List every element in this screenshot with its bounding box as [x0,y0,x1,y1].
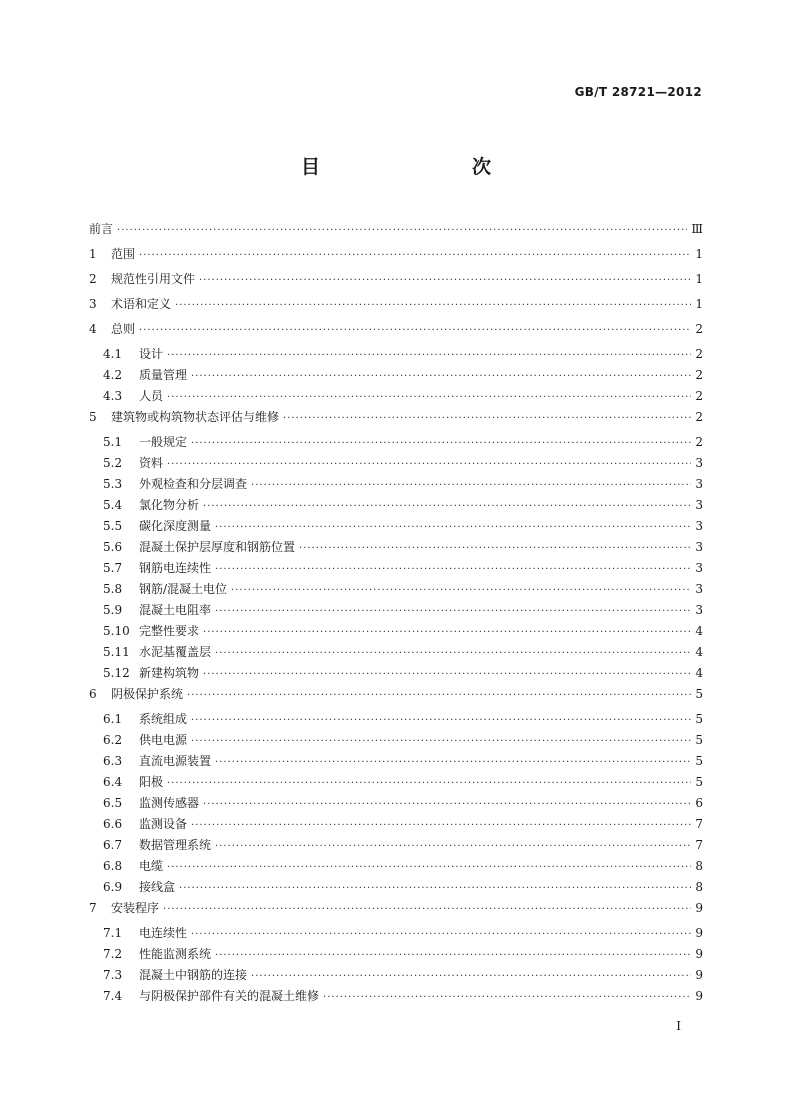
dot-leader [215,647,691,661]
toc-entry-title: 一般规定 [139,435,188,449]
toc-entry-title: 混凝土中钢筋的连接 [139,968,248,982]
toc-entry-page: 7 [695,817,703,831]
dot-leader [231,584,691,598]
toc-entry-page: 3 [695,456,703,470]
toc-entry-page: 2 [695,389,703,403]
table-of-contents [89,219,703,1007]
toc-entry-number: 2 [89,272,97,286]
toc-entry-number: 7.3 [103,968,123,982]
toc-entry-number: 5.11 [103,645,130,659]
toc-entry-title: 接线盒 [139,880,176,894]
toc-entry-title: 安装程序 [111,901,160,915]
toc-entry-page: 3 [695,477,703,491]
toc-entry[interactable] [89,344,703,365]
toc-entry-number: 6.8 [103,859,123,873]
toc-entry-title: 电连续性 [139,926,188,940]
toc-entry-page: 1 [695,247,703,261]
toc-entry[interactable] [89,386,703,407]
toc-entry[interactable] [89,730,703,751]
toc-entry-page: 4 [695,645,703,659]
toc-entry[interactable] [89,219,703,244]
dot-leader [203,798,691,812]
toc-entry-number: 7 [89,901,97,915]
toc-entry-title: 数据管理系统 [139,838,212,852]
toc-entry[interactable] [89,432,703,453]
toc-entry-number: 5.12 [103,666,130,680]
toc-entry[interactable] [89,663,703,684]
dot-leader [191,928,691,942]
dot-leader [191,819,691,833]
dot-leader [215,605,691,619]
toc-entry-title: 范围 [111,247,136,261]
toc-entry-title: 水泥基覆盖层 [139,645,212,659]
toc-entry-number: 7.4 [103,989,123,1003]
toc-entry-title: 监测设备 [139,817,188,831]
toc-entry-page: 3 [695,498,703,512]
toc-entry-number: 5.10 [103,624,130,638]
toc-entry-page: 9 [695,989,703,1003]
toc-entry-page: 5 [695,712,703,726]
toc-entry-title: 系统组成 [139,712,188,726]
toc-entry-number: 6.1 [103,712,123,726]
dot-leader [163,903,691,917]
toc-entry-title: 外观检查和分层调查 [139,477,248,491]
dot-leader [215,949,691,963]
toc-entry-page: 5 [695,733,703,747]
toc-entry-title: 性能监测系统 [139,947,212,961]
toc-entry[interactable] [89,453,703,474]
toc-entry-number: 5.4 [103,498,123,512]
toc-entry-page: 4 [695,666,703,680]
toc-entry-number: 5.7 [103,561,123,575]
toc-entry-page: 2 [695,435,703,449]
toc-entry-page: 2 [695,347,703,361]
toc-entry[interactable] [89,835,703,856]
dot-leader [215,840,691,854]
toc-entry[interactable] [89,793,703,814]
toc-entry-page: 1 [695,272,703,286]
toc-entry[interactable] [89,898,703,923]
toc-entry[interactable] [89,495,703,516]
toc-entry-number: 5.9 [103,603,123,617]
toc-entry-page: 5 [695,754,703,768]
toc-entry-title: 质量管理 [139,368,188,382]
toc-entry-page: 8 [695,859,703,873]
toc-entry[interactable] [89,294,703,319]
toc-entry-page: 9 [695,968,703,982]
dot-leader [167,777,691,791]
dot-leader [203,668,691,682]
toc-entry[interactable] [89,579,703,600]
toc-entry-number: 4.1 [103,347,123,361]
toc-entry-page: 8 [695,880,703,894]
toc-entry-title: 监测传感器 [139,796,200,810]
toc-entry-page: 5 [695,775,703,789]
toc-entry-title: 钢筋/混凝土电位 [139,582,228,596]
toc-entry-number: 1 [89,247,97,261]
toc-entry-number: 5.3 [103,477,123,491]
dot-leader [251,479,691,493]
toc-entry-number: 4 [89,322,97,336]
dot-leader [175,299,691,313]
page-number: I [676,1019,681,1033]
dot-leader [199,274,691,288]
dot-leader [167,349,691,363]
toc-entry-page: 5 [695,687,703,701]
toc-entry[interactable] [89,474,703,495]
toc-entry[interactable] [89,642,703,663]
dot-leader [191,714,691,728]
toc-entry-page: 3 [695,561,703,575]
toc-entry[interactable] [89,319,703,344]
toc-entry-title: 术语和定义 [111,297,172,311]
toc-entry-number: 5.5 [103,519,123,533]
toc-entry-title: 阳极 [139,775,164,789]
toc-entry[interactable] [89,244,703,269]
page-title: 目 次 [300,156,529,178]
toc-entry[interactable] [89,944,703,965]
toc-entry-title: 新建构筑物 [139,666,200,680]
toc-entry-number: 6 [89,687,97,701]
toc-entry[interactable] [89,537,703,558]
dot-leader [215,563,691,577]
toc-entry-number: 6.7 [103,838,123,852]
dot-leader [215,756,691,770]
dot-leader [283,412,691,426]
toc-entry[interactable] [89,709,703,730]
dot-leader [251,970,691,984]
toc-entry-number: 4.2 [103,368,123,382]
toc-entry[interactable] [89,877,703,898]
dot-leader [117,224,687,238]
toc-entry-number: 7.1 [103,926,123,940]
dot-leader [139,249,691,263]
toc-entry[interactable] [89,269,703,294]
toc-entry-page: 7 [695,838,703,852]
dot-leader [179,882,691,896]
toc-entry[interactable] [89,516,703,537]
toc-entry-page: 3 [695,582,703,596]
standard-number: GB/T 28721—2012 [574,85,702,99]
toc-entry-number: 5.8 [103,582,123,596]
toc-entry[interactable] [89,923,703,944]
toc-entry-number: 7.2 [103,947,123,961]
toc-entry-number: 5 [89,410,97,424]
toc-entry-title: 碳化深度测量 [139,519,212,533]
toc-entry[interactable] [89,772,703,793]
toc-entry[interactable] [89,600,703,621]
toc-entry-title: 阴极保护系统 [111,687,184,701]
toc-entry-number: 6.4 [103,775,123,789]
dot-leader [203,500,691,514]
toc-entry[interactable] [89,986,703,1007]
dot-leader [203,626,691,640]
toc-entry-number: 6.5 [103,796,123,810]
toc-entry-title: 氯化物分析 [139,498,200,512]
toc-entry-page: 6 [695,796,703,810]
toc-entry-page: 1 [695,297,703,311]
toc-entry[interactable] [89,684,703,709]
toc-entry-title: 总则 [111,322,136,336]
dot-leader [139,324,691,338]
toc-entry-page: 9 [695,926,703,940]
toc-entry-title: 规范性引用文件 [111,272,196,286]
toc-entry-title: 前言 [89,222,114,236]
toc-entry-title: 混凝土保护层厚度和钢筋位置 [139,540,296,554]
toc-entry-page: 9 [695,947,703,961]
toc-entry-page: 2 [695,410,703,424]
toc-entry-number: 5.6 [103,540,123,554]
toc-entry[interactable] [89,407,703,432]
toc-entry-number: 5.2 [103,456,123,470]
toc-entry-number: 6.6 [103,817,123,831]
toc-entry-number: 6.3 [103,754,123,768]
dot-leader [187,689,691,703]
dot-leader [167,458,691,472]
toc-entry-title: 与阴极保护部件有关的混凝土维修 [139,989,320,1003]
dot-leader [191,437,691,451]
toc-entry-title: 建筑物或构筑物状态评估与维修 [111,410,280,424]
dot-leader [191,735,691,749]
toc-entry-title: 完整性要求 [139,624,200,638]
toc-entry-title: 资料 [139,456,164,470]
toc-entry-number: 5.1 [103,435,123,449]
dot-leader [167,861,691,875]
toc-entry-page: Ⅲ [691,222,703,236]
toc-entry-page: 9 [695,901,703,915]
toc-entry-number: 4.3 [103,389,123,403]
toc-entry-title: 供电电源 [139,733,188,747]
toc-entry[interactable] [89,751,703,772]
dot-leader [323,991,691,1005]
toc-entry[interactable] [89,365,703,386]
toc-entry-number: 6.2 [103,733,123,747]
dot-leader [215,521,691,535]
toc-entry[interactable] [89,856,703,877]
toc-entry-title: 钢筋电连续性 [139,561,212,575]
toc-entry[interactable] [89,965,703,986]
toc-entry-page: 2 [695,322,703,336]
dot-leader [167,391,691,405]
toc-entry-page: 4 [695,624,703,638]
toc-entry[interactable] [89,621,703,642]
dot-leader [191,370,691,384]
toc-entry-page: 3 [695,603,703,617]
toc-entry-number: 3 [89,297,97,311]
toc-entry[interactable] [89,558,703,579]
toc-entry-title: 直流电源装置 [139,754,212,768]
toc-entry-page: 3 [695,540,703,554]
dot-leader [299,542,691,556]
toc-entry-title: 混凝土电阻率 [139,603,212,617]
toc-entry-title: 设计 [139,347,164,361]
toc-entry-title: 人员 [139,389,164,403]
toc-entry-page: 2 [695,368,703,382]
toc-entry-page: 3 [695,519,703,533]
toc-entry-title: 电缆 [139,859,164,873]
toc-entry[interactable] [89,814,703,835]
toc-entry-number: 6.9 [103,880,123,894]
